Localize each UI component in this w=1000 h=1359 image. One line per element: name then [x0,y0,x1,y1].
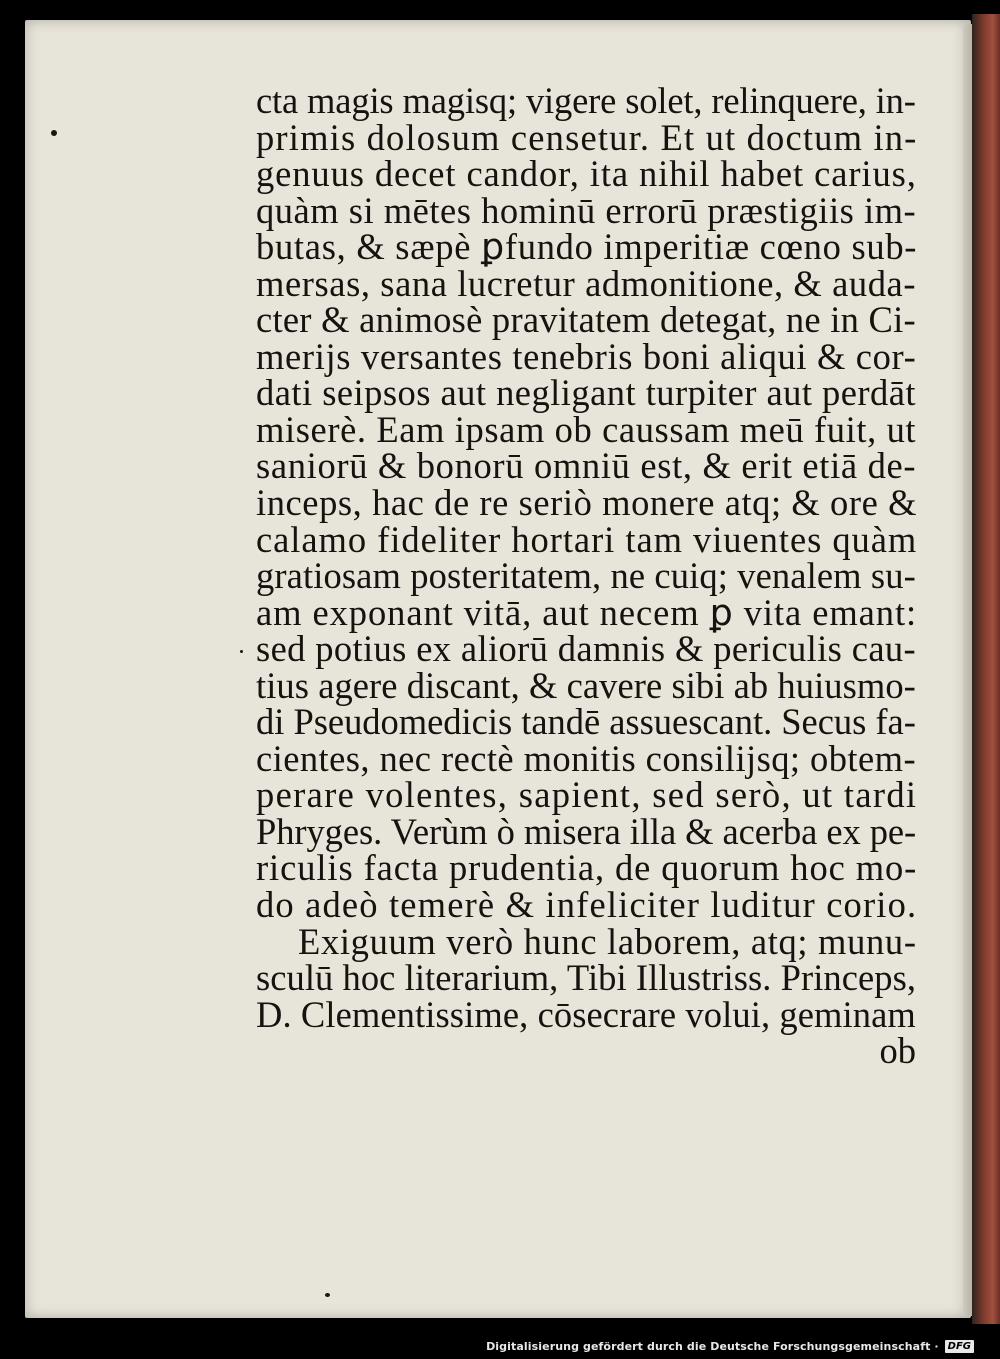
text-line: calamo fideliter hortari tam viuentes quàm [256,518,918,560]
text-line: riculis facta prudentia, de quorum hoc mo- [256,847,918,889]
text-line: tius agere discant, & cavere sibi ab huiusmo- [256,664,916,706]
ink-speck [240,650,243,653]
text-line: dati seipsos aut negligant turpiter aut perdāt [256,372,917,414]
page-fore-edge [963,24,972,1316]
text-line: do adeò temerè & infeliciter luditur corio. [256,884,918,926]
ink-speck [325,1293,330,1297]
digitization-footer [486,1340,974,1353]
text-line: cta magis magisq; vigere solet, relinquere, in- [256,80,916,121]
text-line: saniorū & bonorū omniū est, & erit etiā de- [256,445,917,487]
page-text [256,80,918,1072]
paragraph-start-line: Exiguum verò hunc laborem, atq; munu- [298,920,917,962]
text-line: quàm si mētes hominū errorū præstigiis im- [256,189,917,231]
ink-speck [51,130,57,136]
book-cover-edge [972,14,1000,1324]
text-line: gratiosam posteritatem, ne cuiq; venalem su- [256,555,916,597]
text-line: Phryges. Verùm ò misera illa & acerba ex pe- [256,810,917,852]
text-line: cter & animosè pravitatem detegat, ne in Ci- [256,299,916,341]
text-line: sculū hoc literarium, Tibi Illustriss. Princeps, [256,957,917,999]
text-line: perare volentes, sapient, sed serò, ut tardi [256,774,918,816]
text-line: mersas, sana lucretur admonitione, & auda- [256,262,917,304]
text-line: merijs versantes tenebris boni aliqui & cor- [256,335,917,377]
text-line: am exponant vitā, aut necem ꝑ vita emant: [256,591,918,633]
text-line: sed potius ex aliorū damnis & periculis cau- [256,628,917,670]
text-line: inceps, hac de re seriò monere atq; & ore & [256,482,918,524]
text-line: primis dolosum censetur. Et ut doctum in- [256,116,918,158]
text-line: cientes, nec rectè monitis consilijsq; obtem- [256,737,917,779]
footer-credit: Digitalisierung gefördert durch die Deutsche Forschungsgemeinschaft · [486,1340,939,1353]
catchword: ob [879,1030,916,1072]
text-line: genuus decet candor, ita nihil habet carius, [256,153,917,195]
text-line: di Pseudomedicis tandē assuescant. Secus fa- [256,701,916,743]
text-line: miserè. Eam ipsam ob caussam meū fuit, ut [256,408,917,450]
dfg-logo-icon: DFG [945,1340,974,1353]
text-line: D. Clementissime, cōsecrare volui, geminam [256,993,916,1035]
text-line: butas, & sæpè ꝑfundo imperitiæ cœno sub- [256,226,918,268]
